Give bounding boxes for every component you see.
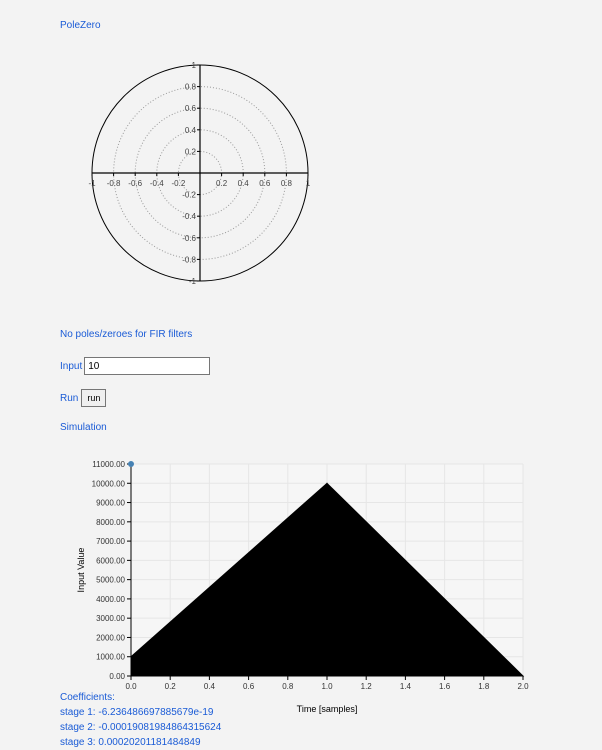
run-label: Run bbox=[60, 392, 79, 404]
pz-y-tick-label: -0.4 bbox=[182, 212, 196, 222]
chart-data-point bbox=[327, 483, 328, 484]
chart-marker-point bbox=[128, 461, 134, 467]
pz-x-tick-label: 0.6 bbox=[259, 179, 271, 188]
chart-x-tick-label: 0.0 bbox=[125, 682, 137, 691]
chart-y-tick-label: 6000.00 bbox=[96, 556, 125, 566]
chart-y-tick-label: 2000.00 bbox=[96, 633, 125, 643]
simulation-label: Simulation bbox=[60, 422, 107, 433]
pz-x-tick-label: 0.4 bbox=[237, 179, 249, 188]
coefficients-heading: Coefficients: bbox=[60, 692, 115, 703]
pz-x-tick-label: -0.8 bbox=[106, 179, 121, 188]
page-title: PoleZero bbox=[60, 20, 101, 31]
pz-y-tick-label: -0.8 bbox=[182, 255, 196, 265]
pz-y-tick-label: 0.4 bbox=[184, 125, 196, 135]
pz-y-tick-label: 0.2 bbox=[184, 147, 196, 157]
chart-x-tick-label: 2.0 bbox=[517, 682, 529, 691]
chart-y-tick-label: 3000.00 bbox=[96, 614, 125, 624]
no-poles-message: No poles/zeroes for FIR filters bbox=[60, 329, 193, 340]
pz-x-tick-label: 1 bbox=[305, 179, 311, 188]
pz-x-tick-label: 0.8 bbox=[280, 179, 292, 188]
chart-x-tick-label: 0.6 bbox=[243, 682, 255, 691]
pz-y-tick-label: 1 bbox=[191, 61, 196, 70]
chart-x-tick-label: 1.0 bbox=[321, 682, 333, 691]
chart-y-tick-label: 5000.00 bbox=[96, 575, 125, 585]
input-label: Input bbox=[60, 360, 83, 372]
pz-y-tick-label: 0.6 bbox=[184, 104, 196, 114]
chart-y-tick-label: 10000.00 bbox=[91, 479, 125, 489]
chart-x-tick-label: 0.2 bbox=[164, 682, 176, 691]
chart-y-tick-label: 8000.00 bbox=[96, 517, 125, 527]
chart-y-tick-label: 4000.00 bbox=[96, 594, 125, 604]
chart-y-tick-label: 1000.00 bbox=[96, 652, 125, 662]
coefficient-stage-1: stage 1: -6.236486697885679e-19 bbox=[60, 707, 214, 718]
chart-y-axis-label: Input Value bbox=[76, 547, 86, 593]
pz-x-tick-label: 0.2 bbox=[216, 179, 228, 188]
chart-x-tick-label: 0.8 bbox=[282, 682, 294, 691]
coefficient-stage-2: stage 2: -0.00019081984864315624 bbox=[60, 722, 222, 733]
chart-y-tick-label: 0.00 bbox=[109, 672, 125, 681]
chart-y-tick-label: 9000.00 bbox=[96, 498, 125, 508]
chart-x-tick-label: 0.4 bbox=[203, 682, 215, 691]
pz-y-tick-label: -1 bbox=[188, 277, 196, 286]
chart-y-tick-label: 7000.00 bbox=[96, 537, 125, 547]
pz-x-tick-label: -0.2 bbox=[171, 179, 186, 188]
pz-y-tick-label: 0.8 bbox=[184, 82, 196, 92]
pz-y-tick-label: -0.2 bbox=[182, 190, 196, 200]
coefficients-block bbox=[60, 690, 221, 750]
run-button[interactable]: run bbox=[81, 389, 106, 407]
pz-x-tick-label: -0.6 bbox=[128, 179, 143, 188]
pz-y-tick-label: -0.6 bbox=[182, 233, 196, 243]
chart-x-tick-label: 1.4 bbox=[399, 682, 411, 691]
pz-x-tick-label: -0.4 bbox=[149, 179, 164, 188]
chart-x-tick-label: 1.6 bbox=[439, 682, 451, 691]
chart-x-tick-label: 1.8 bbox=[478, 682, 490, 691]
chart-y-tick-label: 11000.00 bbox=[92, 460, 125, 469]
pz-x-tick-label: -1 bbox=[88, 179, 96, 188]
coefficient-stage-3: stage 3: 0.00020201181484849 bbox=[60, 737, 201, 748]
chart-x-tick-label: 1.2 bbox=[360, 682, 372, 691]
chart-x-axis-label: Time [samples] bbox=[296, 704, 358, 714]
